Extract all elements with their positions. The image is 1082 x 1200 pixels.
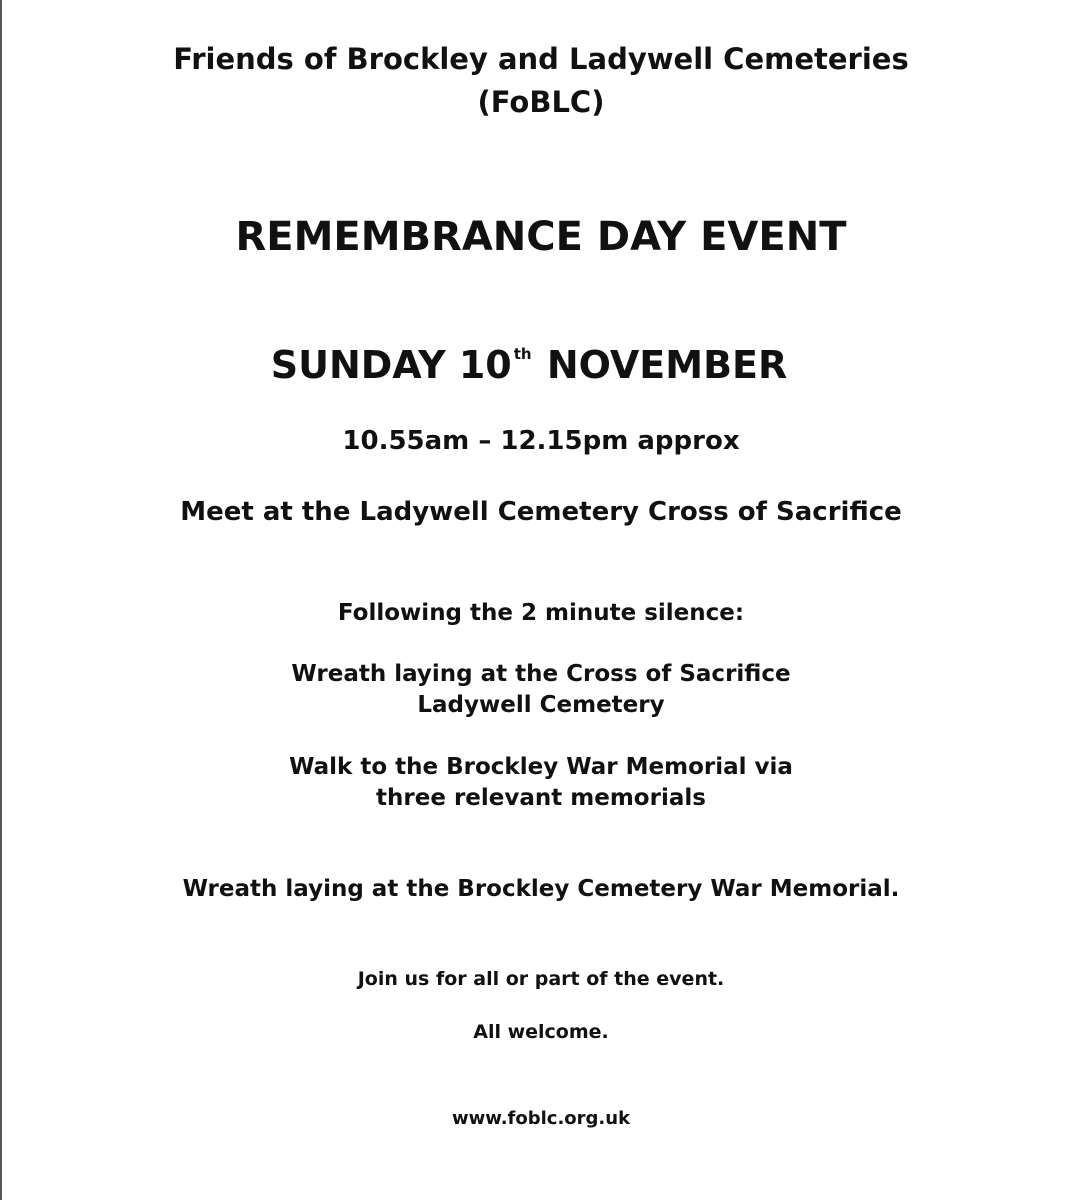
website-url: www.foblc.org.uk bbox=[451, 1108, 631, 1129]
programme-intro: Following the 2 minute silence: bbox=[337, 600, 745, 626]
programme-item2-line1: Walk to the Brockley War Memorial via bbox=[289, 754, 793, 780]
event-date bbox=[0, 343, 1070, 387]
event-time: 10.55am – 12.15pm approx bbox=[342, 426, 740, 456]
meeting-point: Meet at the Ladywell Cemetery Cross of Sacrifice bbox=[180, 497, 902, 527]
organisation-name: Friends of Brockley and Ladywell Cemeteries bbox=[173, 42, 909, 76]
programme-item1-line2: Ladywell Cemetery bbox=[417, 692, 665, 718]
event-date-ordinal: th bbox=[513, 345, 532, 363]
event-title: REMEMBRANCE DAY EVENT bbox=[235, 214, 847, 260]
join-text: Join us for all or part of the event. bbox=[357, 968, 725, 990]
programme-item2-line2: three relevant memorials bbox=[376, 785, 706, 811]
event-date-day: SUNDAY 10 bbox=[270, 343, 512, 387]
organisation-abbreviation: (FoBLC) bbox=[477, 85, 605, 119]
event-date-month: NOVEMBER bbox=[546, 343, 788, 387]
programme-item3: Wreath laying at the Brockley Cemetery War Memorial. bbox=[182, 876, 900, 902]
programme-item1-line1: Wreath laying at the Cross of Sacrifice bbox=[291, 661, 791, 687]
welcome-text: All welcome. bbox=[473, 1021, 609, 1043]
